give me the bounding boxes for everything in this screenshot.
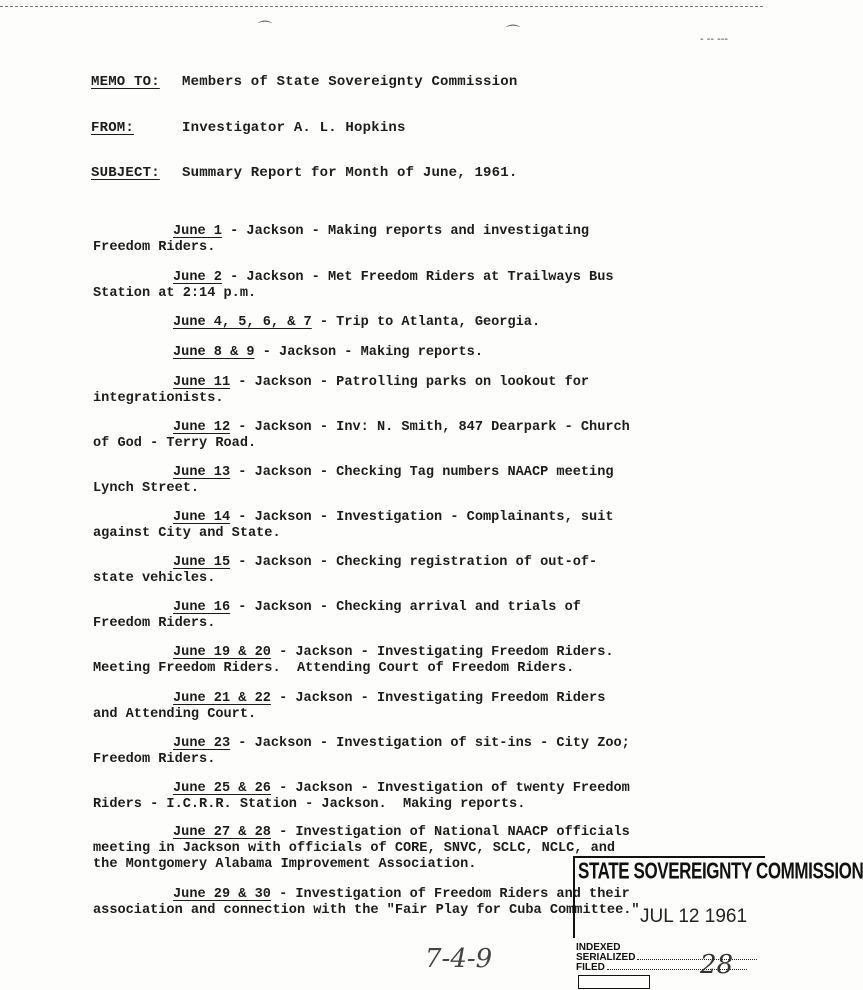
stamp-box-field	[578, 975, 650, 989]
scan-mark: - -- ---	[700, 34, 729, 45]
memo-to-row	[91, 74, 518, 90]
from-label: FROM:	[91, 120, 135, 136]
entry-june-23: June 23 - Jackson - Investigation of sit-ins - City Zoo; Freedom Riders.	[93, 736, 630, 767]
scan-mark: ⌒	[506, 25, 520, 41]
entry-june-8-9: June 8 & 9 - Jackson - Making reports.	[173, 345, 483, 360]
entry-june-21-22: June 21 & 22 - Jackson - Investigating Freedom Riders and Attending Court.	[93, 691, 606, 722]
entry-june-16: June 16 - Jackson - Checking arrival and trials of Freedom Riders.	[93, 600, 581, 631]
memo-to-label: MEMO TO:	[91, 74, 160, 90]
entry-june-25-26: June 25 & 26 - Jackson - Investigation of twenty Freedom Riders - I.C.R.R. Station - Jackson. Making reports.	[93, 781, 630, 812]
stamp-indexed: INDEXED	[576, 942, 621, 953]
entry-june-13: June 13 - Jackson - Checking Tag numbers NAACP meeting Lynch Street.	[93, 465, 614, 496]
memo-to-value: Members of State Sovereignty Commission	[182, 74, 518, 90]
entry-june-12: June 12 - Jackson - Inv: N. Smith, 847 Dearpark - Church of God - Terry Road.	[93, 420, 630, 451]
from-value: Investigator A. L. Hopkins	[182, 120, 406, 136]
subject-value: Summary Report for Month of June, 1961.	[182, 165, 518, 181]
entry-june-29-30: June 29 & 30 - Investigation of Freedom Riders and their association and connection with the "Fair Play for Cuba Committee."	[93, 887, 640, 918]
entry-june-11: June 11 - Jackson - Patrolling parks on lookout for integrationists.	[93, 375, 590, 406]
from-row	[91, 120, 406, 136]
scan-mark: ⌒	[258, 21, 272, 37]
stamp-title: STATE SOVEREIGNTY COMMISSION	[578, 858, 863, 884]
stamp-filed: FILED	[576, 962, 747, 973]
stamp-serialized: SERIALIZED	[576, 952, 757, 963]
stamp-date: JUL 12 1961	[640, 906, 748, 927]
subject-row	[91, 165, 518, 181]
entry-june-19-20: June 19 & 20 - Jackson - Investigating Freedom Riders. Meeting Freedom Riders. Attending Court of Freedom Riders.	[93, 645, 614, 676]
handwritten-initial: 28	[700, 950, 734, 980]
subject-label: SUBJECT:	[91, 165, 160, 181]
entry-june-14: June 14 - Jackson - Investigation - Complainants, suit against City and State.	[93, 510, 614, 541]
entry-june-4-7: June 4, 5, 6, & 7 - Trip to Atlanta, Georgia.	[173, 315, 541, 330]
entry-june-15: June 15 - Jackson - Checking registration of out-of- state vehicles.	[93, 555, 598, 586]
entry-june-1: June 1 - Jackson - Making reports and investigating Freedom Riders.	[93, 224, 590, 255]
entry-june-2: June 2 - Jackson - Met Freedom Riders at Trailways Bus Station at 2:14 p.m.	[93, 270, 614, 301]
handwritten-file-number: 7-4-9	[425, 944, 493, 974]
top-dashed-edge	[0, 6, 763, 7]
entry-june-27-28: June 27 & 28 - Investigation of National NAACP officials meeting in Jackson with officials of CORE, SNVC, SCLC, NCLC, and the Montgomery Alabama Improvement Association.	[93, 825, 630, 872]
